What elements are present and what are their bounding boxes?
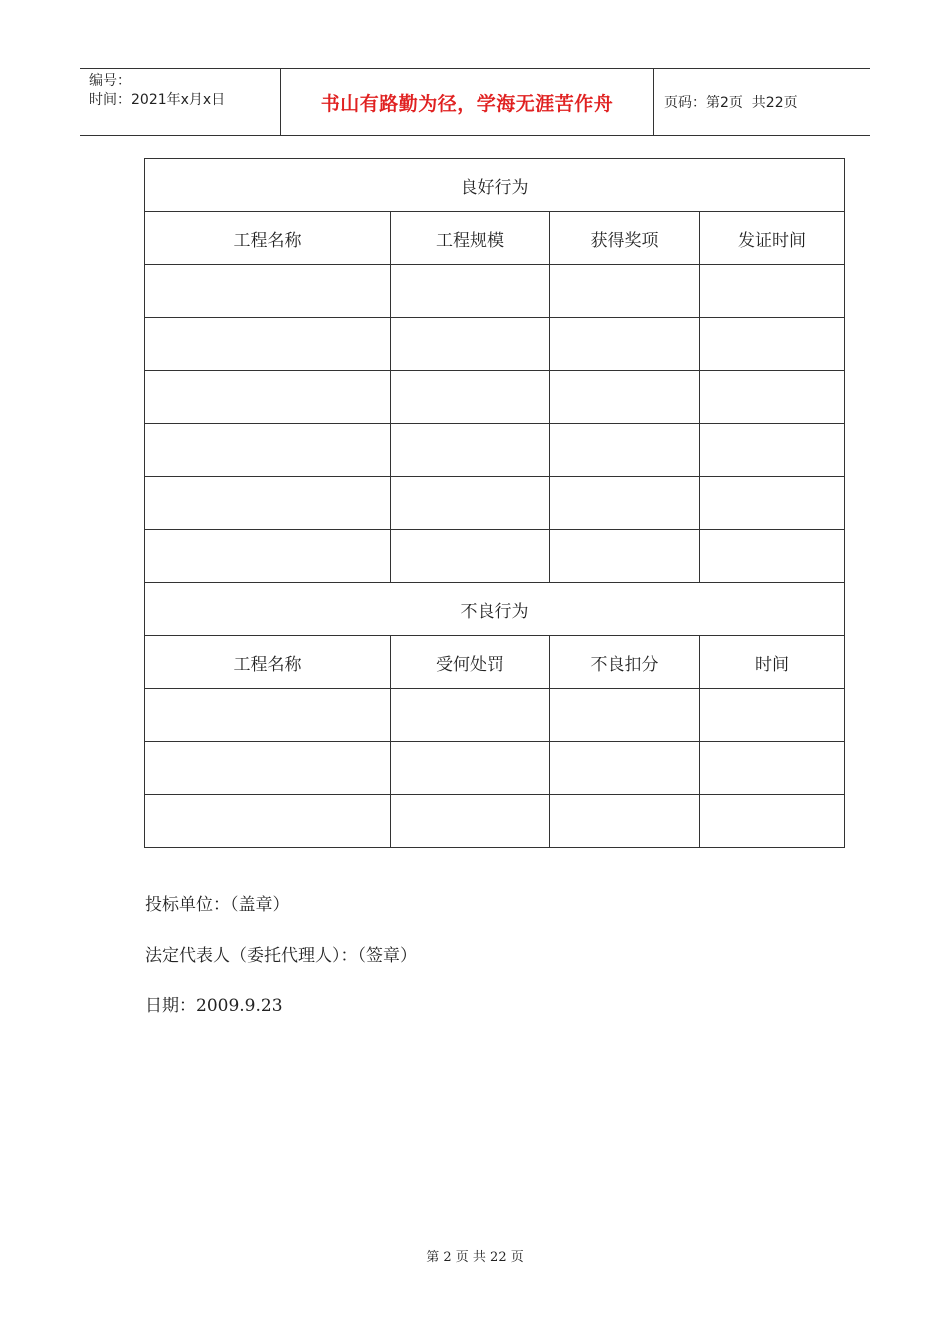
table-cell[interactable] [391, 530, 550, 583]
column-header: 受何处罚 [391, 636, 550, 689]
good-conduct-header-row [145, 212, 845, 265]
table-cell[interactable] [550, 371, 700, 424]
good-conduct-title: 良好行为 [145, 159, 845, 212]
table-cell[interactable] [550, 318, 700, 371]
table-cell[interactable] [550, 424, 700, 477]
table-cell[interactable] [550, 477, 700, 530]
table-cell[interactable] [145, 371, 391, 424]
table-cell[interactable] [145, 318, 391, 371]
table-cell[interactable] [391, 265, 550, 318]
table-cell[interactable] [145, 742, 391, 795]
table-cell[interactable] [700, 318, 845, 371]
table-cell[interactable] [145, 477, 391, 530]
document-time: 时间：2021年x月x日 [89, 92, 226, 108]
column-header: 时间 [700, 636, 845, 689]
page-footer: 第 2 页 共 22 页 [426, 1250, 524, 1265]
table-cell[interactable] [145, 795, 391, 848]
bad-conduct-title: 不良行为 [145, 583, 845, 636]
table-cell[interactable] [700, 371, 845, 424]
table-cell[interactable] [700, 530, 845, 583]
page-info-text: 页码：第2页 共22页 [664, 95, 798, 111]
conduct-records-table [144, 158, 845, 848]
table-row [145, 530, 845, 583]
table-cell[interactable] [145, 530, 391, 583]
table-cell[interactable] [700, 795, 845, 848]
document-header [80, 68, 870, 136]
header-slogan: 书山有路勤为径，学海无涯苦作舟 [281, 69, 654, 135]
table-cell[interactable] [145, 689, 391, 742]
good-conduct-title-row [145, 159, 845, 212]
table-cell[interactable] [391, 742, 550, 795]
table-cell[interactable] [391, 795, 550, 848]
table-cell[interactable] [145, 265, 391, 318]
column-header: 工程名称 [145, 636, 391, 689]
bad-conduct-title-row [145, 583, 845, 636]
table-cell[interactable] [550, 795, 700, 848]
bidding-unit-line: 投标单位：（盖章） [145, 895, 290, 915]
table-row [145, 265, 845, 318]
table-cell[interactable] [700, 265, 845, 318]
column-header: 获得奖项 [550, 212, 700, 265]
header-meta [80, 69, 281, 135]
table-cell[interactable] [391, 477, 550, 530]
table-row [145, 742, 845, 795]
column-header: 不良扣分 [550, 636, 700, 689]
table-cell[interactable] [700, 742, 845, 795]
table-cell[interactable] [550, 265, 700, 318]
column-header: 发证时间 [700, 212, 845, 265]
table-cell[interactable] [145, 424, 391, 477]
document-number-label: 编号： [89, 73, 131, 89]
table-cell[interactable] [391, 689, 550, 742]
table-cell[interactable] [700, 477, 845, 530]
table-cell[interactable] [700, 689, 845, 742]
table-row [145, 477, 845, 530]
date-line: 日期：2009.9.23 [145, 996, 283, 1016]
table-cell[interactable] [391, 424, 550, 477]
table-row [145, 424, 845, 477]
table-cell[interactable] [550, 742, 700, 795]
column-header: 工程名称 [145, 212, 391, 265]
table-cell[interactable] [550, 689, 700, 742]
table-row [145, 371, 845, 424]
legal-representative-line: 法定代表人（委托代理人）：（签章） [145, 946, 417, 966]
table-row [145, 689, 845, 742]
table-cell[interactable] [391, 318, 550, 371]
table-cell[interactable] [391, 371, 550, 424]
header-page-info [654, 69, 870, 135]
table-row [145, 318, 845, 371]
table-cell[interactable] [550, 530, 700, 583]
table-cell[interactable] [700, 424, 845, 477]
bad-conduct-header-row [145, 636, 845, 689]
table-row [145, 795, 845, 848]
column-header: 工程规模 [391, 212, 550, 265]
